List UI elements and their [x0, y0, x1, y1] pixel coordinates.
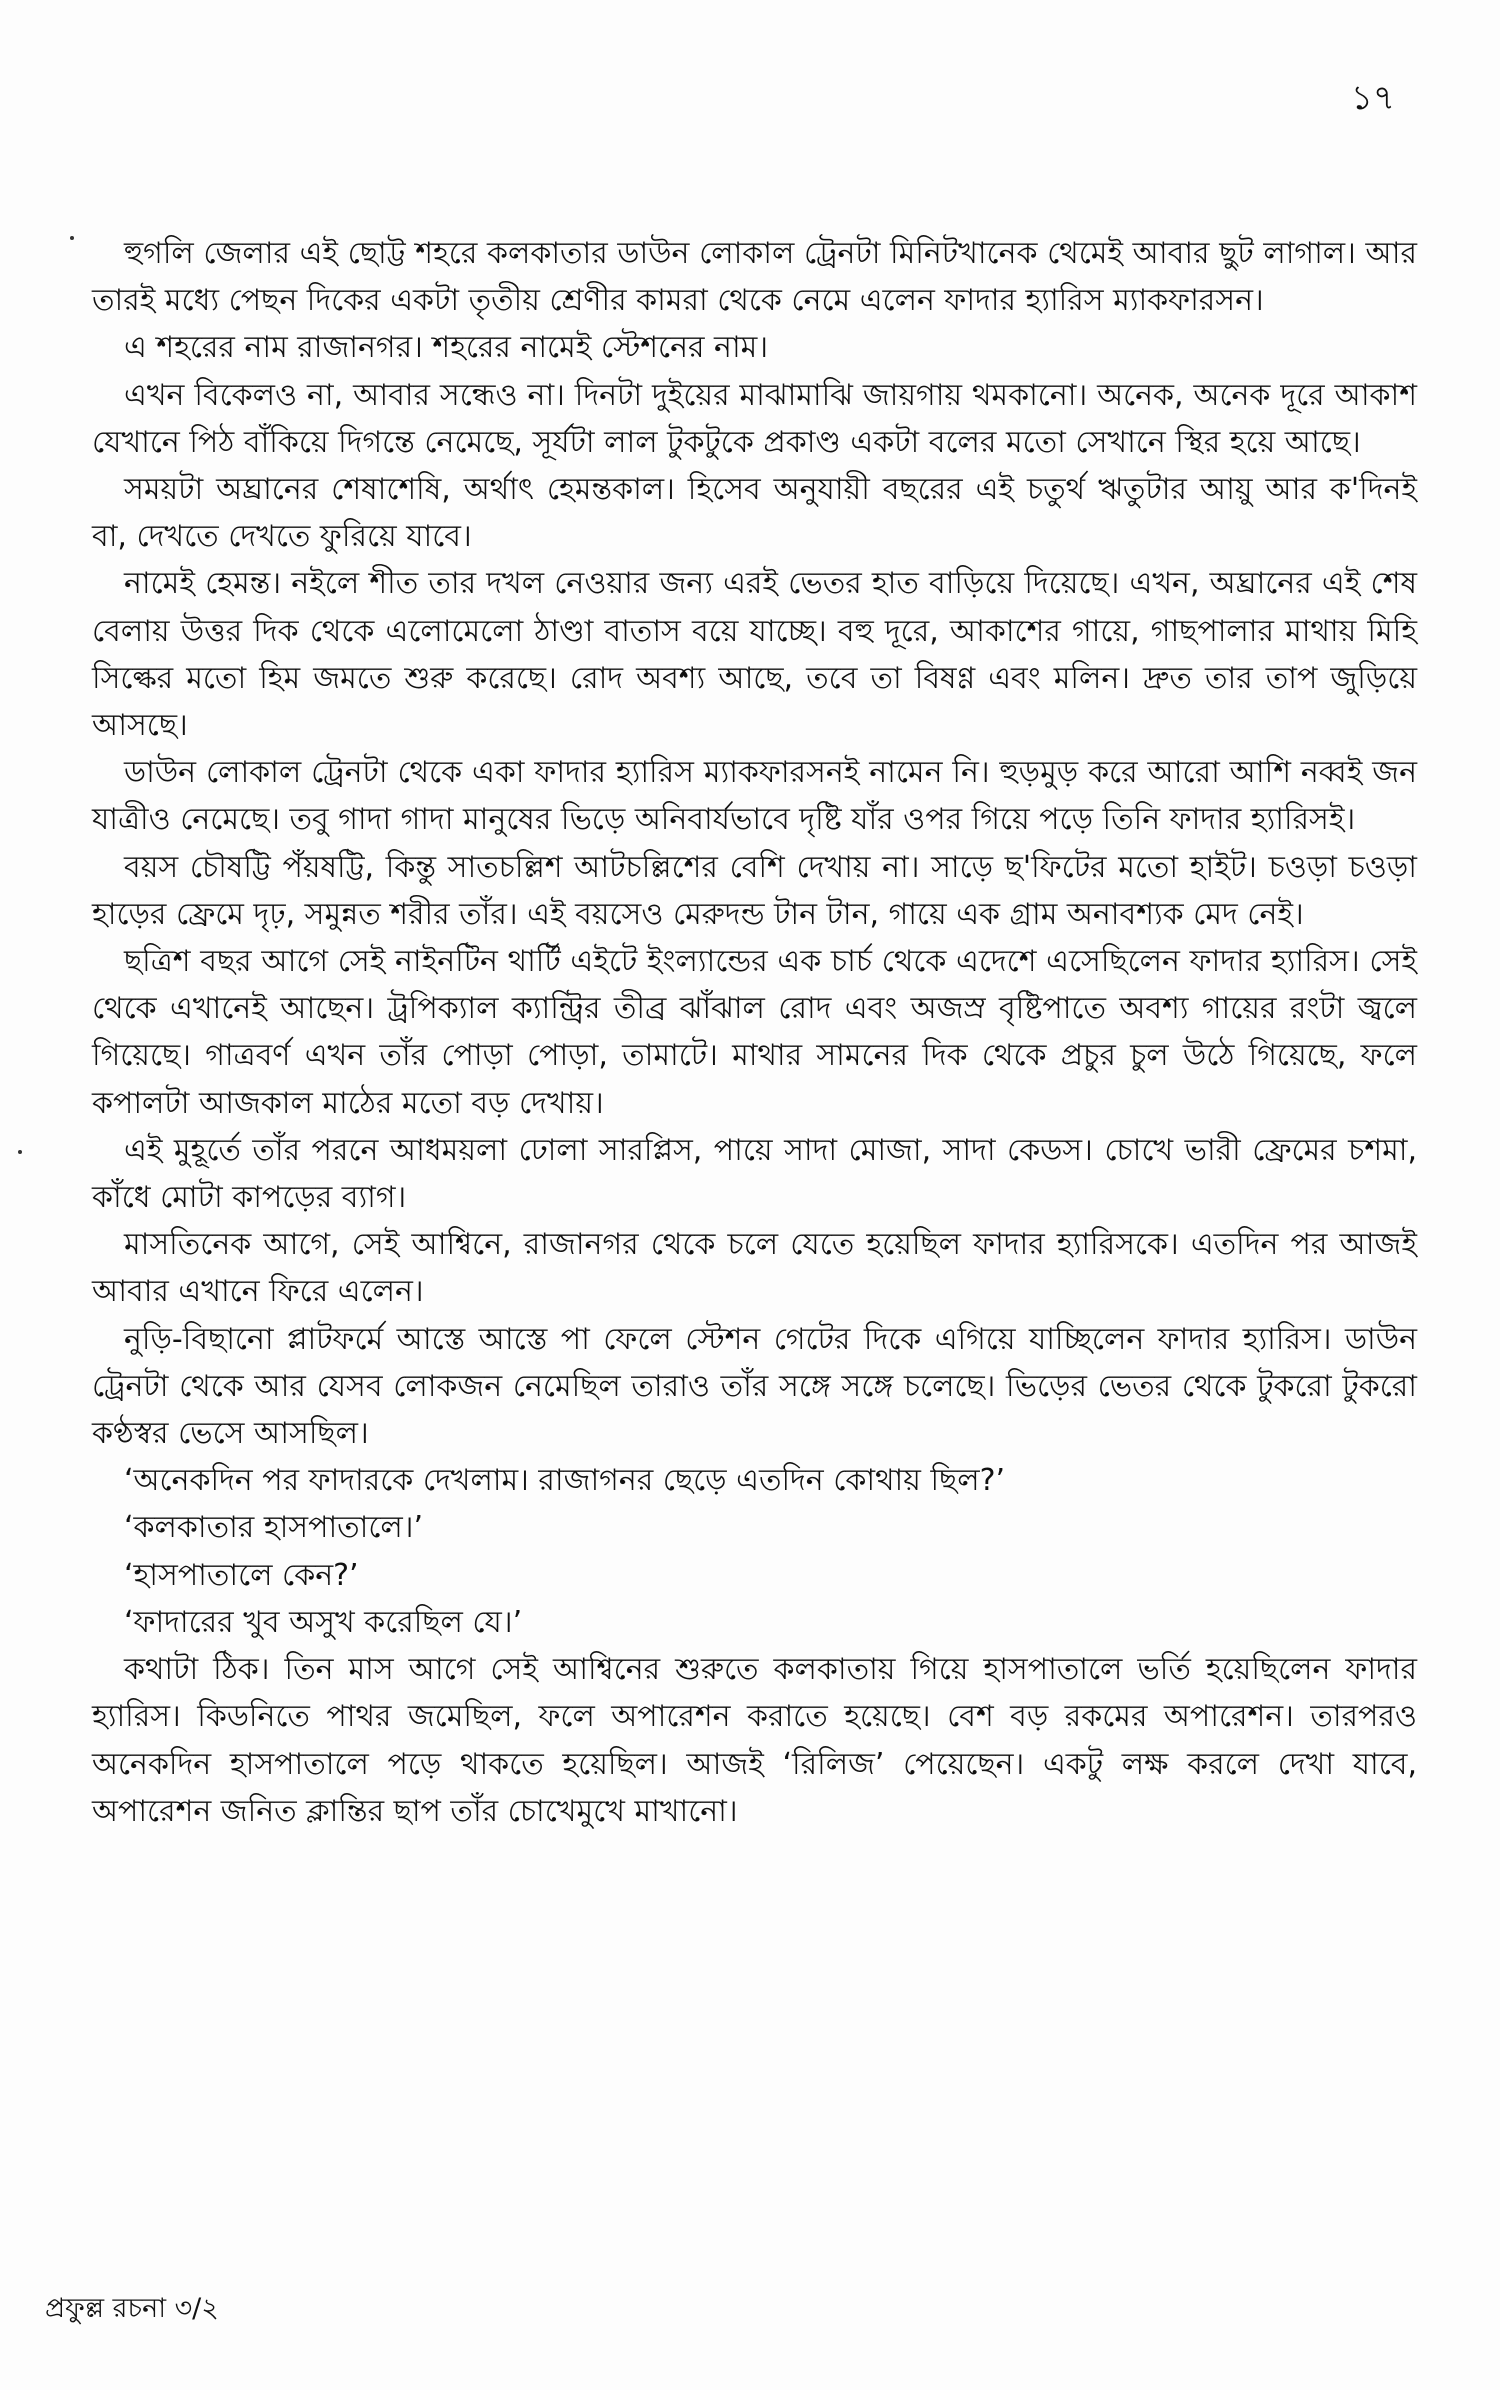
- dialogue-line: ‘ফাদারের খুব অসুখ করেছিল যে।’: [124, 1604, 523, 1640]
- paragraph: এই মুহূর্তে তাঁর পরনে আধময়লা ঢোলা সারপ্লিস, পায়ে সাদা মোজা, সাদা কেডস। চোখে ভারী ফ্রেমের চশমা, কাঁধে মোটা কাপড়ের ব্যাগ।: [92, 1132, 1417, 1216]
- print-speck: [70, 236, 74, 240]
- dialogue-line: ‘অনেকদিন পর ফাদারকে দেখলাম। রাজাগনর ছেড়ে এতদিন কোথায় ছিল?’: [124, 1463, 1006, 1499]
- paragraph: ছত্রিশ বছর আগে সেই নাইনটিন থার্টি এইটে ইংল্যান্ডের এক চার্চ থেকে এদেশে এসেছিলেন ফাদার হ্যারিস। সেই থেকে এখানেই আছেন। ট্রপিক্যাল ক্যান্ট্রির তীব্র ঝাঁঝাল রোদ এবং অজস্র বৃষ্টিপাতে অবশ্য গায়ের রংটা জ্বলে গিয়েছে। গাত্রবর্ণ এখন তাঁর পোড়া পোড়া, তামাটে। মাথার সামনের দিক থেকে প্রচুর চুল উঠে গিয়েছে, ফলে কপালটা আজকাল মাঠের মতো বড় দেখায়।: [92, 944, 1417, 1121]
- print-speck: [18, 1150, 22, 1154]
- paragraph: মাসতিনেক আগে, সেই আশ্বিনে, রাজানগর থেকে চলে যেতে হয়েছিল ফাদার হ্যারিসকে। এতদিন পর আজই আবার এখানে ফিরে এলেন।: [92, 1227, 1417, 1310]
- paragraph: হুগলি জেলার এই ছোট্ট শহরে কলকাতার ডাউন লোকাল ট্রেনটা মিনিটখানেক থেমেই আবার ছুট লাগাল। আর তারই মধ্যে পেছন দিকের একটা তৃতীয় শ্রেণীর কামরা থেকে নেমে এলেন ফাদার হ্যারিস ম্যাকফারসন।: [92, 236, 1417, 319]
- paragraph: সময়টা অঘ্রানের শেষাশেষি, অর্থাৎ হেমন্তকাল। হিসেব অনুযায়ী বছরের এই চতুর্থ ঋতুটার আয়ু আর ক'দিনই বা, দেখতে দেখতে ফুরিয়ে যাবে।: [92, 472, 1417, 555]
- paragraph: ডাউন লোকাল ট্রেনটা থেকে একা ফাদার হ্যারিস ম্যাকফারসনই নামেন নি। হুড়মুড় করে আরো আশি নব্বই জন যাত্রীও নেমেছে। তবু গাদা গাদা মানুষের ভিড়ে অনিবার্যভাবে দৃষ্টি যাঁর ওপর গিয়ে পড়ে তিনি ফাদার হ্যারিসই।: [92, 755, 1417, 838]
- dialogue-line: ‘কলকাতার হাসপাতালে।’: [124, 1510, 424, 1546]
- paragraph: নুড়ি-বিছানো প্লাটফর্মে আস্তে আস্তে পা ফেলে স্টেশন গেটের দিকে এগিয়ে যাচ্ছিলেন ফাদার হ্যারিস। ডাউন ট্রেনটা থেকে আর যেসব লোকজন নেমেছিল তারাও তাঁর সঙ্গে সঙ্গে চলেছে। ভিড়ের ভেতর থেকে টুকরো টুকরো কণ্ঠস্বর ভেসে আসছিল।: [92, 1321, 1417, 1452]
- paragraph: এ শহরের নাম রাজানগর। শহরের নামেই স্টেশনের নাম।: [124, 330, 769, 366]
- paragraph: কথাটা ঠিক। তিন মাস আগে সেই আশ্বিনের শুরুতে কলকাতায় গিয়ে হাসপাতালে ভর্তি হয়েছিলেন ফাদার হ্যারিস। কিডনিতে পাথর জমেছিল, ফলে অপারেশন করাতে হয়েছে। বেশ বড় রকমের অপারেশন। তারপরও অনেকদিন হাসপাতালে পড়ে থাকতে হয়েছিল। আজই ‘রিলিজ’ পেয়েছেন। একটু লক্ষ করলে দেখা যাবে, অপারেশন জনিত ক্লান্তির ছাপ তাঁর চোখেমুখে মাখানো।: [92, 1652, 1417, 1829]
- paragraph: নামেই হেমন্ত। নইলে শীত তার দখল নেওয়ার জন্য এরই ভেতর হাত বাড়িয়ে দিয়েছে। এখন, অঘ্রানের এই শেষ বেলায় উত্তর দিক থেকে এলোমেলো ঠাণ্ডা বাতাস বয়ে যাচ্ছে। বহু দূরে, আকাশের গায়ে, গাছপালার মাথায় মিহি সিল্কের মতো হিম জমতে শুরু করেছে। রোদ অবশ্য আছে, তবে তা বিষণ্ণ এবং মলিন। দ্রুত তার তাপ জুড়িয়ে আসছে।: [92, 566, 1417, 744]
- paragraph: বয়স চৌষট্টি পঁয়ষট্টি, কিন্তু সাতচল্লিশ আটচল্লিশের বেশি দেখায় না। সাড়ে ছ'ফিটের মতো হাইট। চওড়া চওড়া হাড়ের ফ্রেমে দৃঢ়, সমুন্নত শরীর তাঁর। এই বয়সেও মেরুদন্ড টান টান, গায়ে এক গ্রাম অনাবশ্যক মেদ নেই।: [92, 849, 1417, 932]
- chapter-text: [92, 230, 1417, 1835]
- paragraph: এখন বিকেলও না, আবার সন্ধেও না। দিনটা দুইয়ের মাঝামাঝি জায়গায় থমকানো। অনেক, অনেক দূরে আকাশ যেখানে পিঠ বাঁকিয়ে দিগন্তে নেমেছে, সূর্যটা লাল টুকটুকে প্রকাণ্ড একটা বলের মতো সেখানে স্থির হয়ে আছে।: [92, 377, 1417, 460]
- dialogue-line: ‘হাসপাতালে কেন?’: [124, 1557, 359, 1593]
- page-footer: প্রফুল্ল রচনা ৩/২: [45, 2293, 219, 2324]
- page-number: ১৭: [1350, 78, 1395, 118]
